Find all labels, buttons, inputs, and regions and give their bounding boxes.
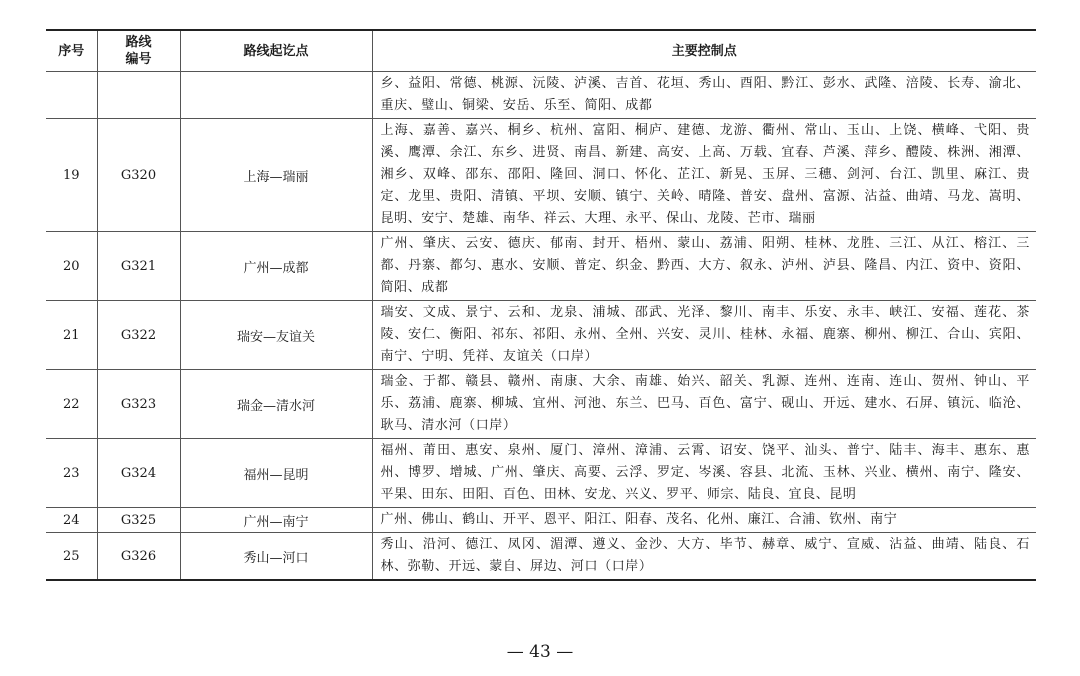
table-row [46,533,1036,581]
row-control-points: 广州、肇庆、云安、德庆、郁南、封开、梧州、蒙山、荔浦、阳朔、桂林、龙胜、三江、从江、榕江、三都、丹寨、都匀、惠水、安顺、普定、织金、黔西、大方、叙永、泸州、泸县、隆昌、内江、资中、资阳、简阳、成都 [372,232,1036,301]
row-route-code: G323 [97,370,180,439]
row-seq: 20 [46,232,97,301]
header-route-code [97,30,180,72]
row-control-points: 上海、嘉善、嘉兴、桐乡、杭州、富阳、桐庐、建德、龙游、衢州、常山、玉山、上饶、横峰、弋阳、贵溪、鹰潭、余江、东乡、进贤、南昌、新建、高安、上高、万载、宜春、芦溪、萍乡、醴陵、株洲、湘潭、湘乡、双峰、邵东、邵阳、隆回、洞口、怀化、芷江、新晃、玉屏、三穗、剑河、台江、凯里、麻江、贵定、龙里、贵阳、清镇、平坝、安顺、镇宁、关岭、晴隆、普安、盘州、富源、沾益、曲靖、马龙、嵩明、昆明、安宁、楚雄、南华、祥云、大理、永平、保山、龙陵、芒市、瑞丽 [372,119,1036,232]
row-control-points: 瑞安、文成、景宁、云和、龙泉、浦城、邵武、光泽、黎川、南丰、乐安、永丰、峡江、安福、莲花、茶陵、安仁、衡阳、祁东、祁阳、永州、全州、兴安、灵川、桂林、永福、鹿寨、柳州、柳江、合山、宾阳、南宁、宁明、凭祥、友谊关（口岸） [372,301,1036,370]
row-seq [46,72,97,119]
row-route: 广州—成都 [180,232,372,301]
row-route: 秀山—河口 [180,533,372,581]
row-route: 福州—昆明 [180,439,372,508]
row-control-points: 福州、莆田、惠安、泉州、厦门、漳州、漳浦、云霄、诏安、饶平、汕头、普宁、陆丰、海丰、惠东、惠州、博罗、增城、广州、肇庆、高要、云浮、罗定、岑溪、容县、北流、玉林、兴业、横州、南宁、隆安、平果、田东、田阳、百色、田林、安龙、兴义、罗平、师宗、陆良、宜良、昆明 [372,439,1036,508]
row-route-code: G321 [97,232,180,301]
row-route-code: G326 [97,533,180,581]
row-control-points: 乡、益阳、常德、桃源、沅陵、泸溪、吉首、花垣、秀山、酉阳、黔江、彭水、武隆、涪陵、长寿、渝北、重庆、璧山、铜梁、安岳、乐至、简阳、成都 [372,72,1036,119]
table-row [46,232,1036,301]
row-route-code: G325 [97,508,180,533]
row-control-points: 秀山、沿河、德江、凤冈、湄潭、遵义、金沙、大方、毕节、赫章、威宁、宣威、沾益、曲靖、陆良、石林、弥勒、开远、蒙自、屏边、河口（口岸） [372,533,1036,581]
table-row [46,119,1036,232]
header-row [46,30,1036,72]
header-seq: 序号 [46,30,97,72]
table-row [46,439,1036,508]
route-table [46,29,1036,581]
table-row [46,508,1036,533]
row-route-code [97,72,180,119]
row-seq: 23 [46,439,97,508]
row-route: 瑞金—清水河 [180,370,372,439]
table-row [46,72,1036,119]
row-seq: 25 [46,533,97,581]
header-route-code-line2: 编号 [125,52,152,67]
row-route: 上海—瑞丽 [180,119,372,232]
row-route-code: G320 [97,119,180,232]
row-route-code: G324 [97,439,180,508]
row-control-points: 广州、佛山、鹤山、开平、恩平、阳江、阳春、茂名、化州、廉江、合浦、钦州、南宁 [372,508,1036,533]
row-route: 广州—南宁 [180,508,372,533]
row-seq: 22 [46,370,97,439]
row-seq: 24 [46,508,97,533]
header-route-code-line1: 路线 [125,35,152,50]
header-control-points: 主要控制点 [372,30,1036,72]
row-route [180,72,372,119]
page-number: — 43 — [506,642,574,662]
row-route-code: G322 [97,301,180,370]
header-route: 路线起讫点 [180,30,372,72]
row-control-points: 瑞金、于都、赣县、赣州、南康、大余、南雄、始兴、韶关、乳源、连州、连南、连山、贺州、钟山、平乐、荔浦、鹿寨、柳城、宜州、河池、东兰、巴马、百色、富宁、砚山、开远、建水、石屏、镇沅、临沧、耿马、清水河（口岸） [372,370,1036,439]
row-route: 瑞安—友谊关 [180,301,372,370]
table-row [46,370,1036,439]
table-row [46,301,1036,370]
row-seq: 21 [46,301,97,370]
row-seq: 19 [46,119,97,232]
